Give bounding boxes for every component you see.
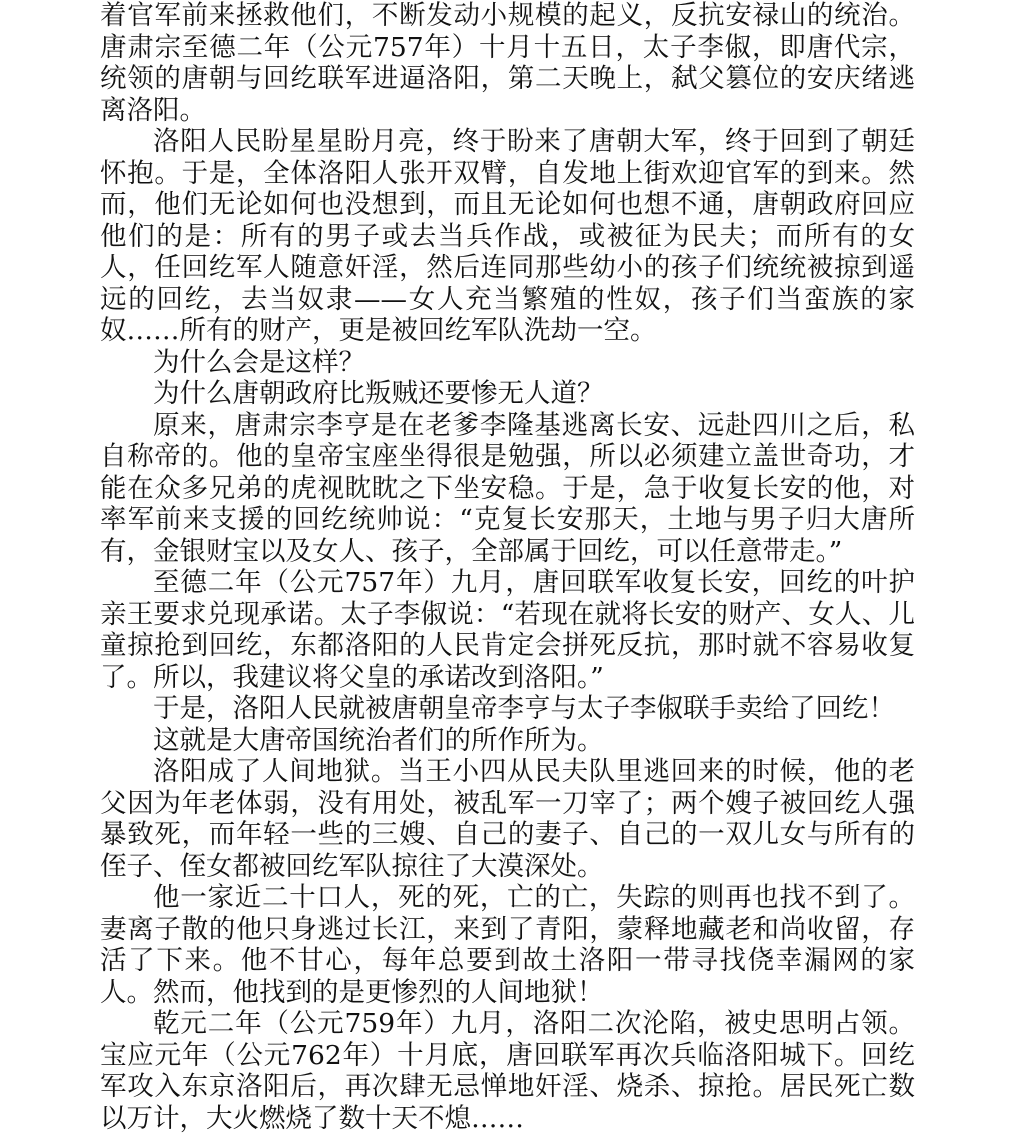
paragraph: 原来，唐肃宗李亨是在老爹李隆基逃离长安、远赴四川之后，私自称帝的。他的皇帝宝座坐得很是勉强，所以必须建立盖世奇功，才能在众多兄弟的虎视眈眈之下坐安稳。于是，急于收复长安的他，对率军前来支援的回纥统帅说：“克复长安那天，土地与男子归大唐所有，金银财宝以及女人、孩子，全部属于回纥，可以任意带走。”	[100, 409, 915, 567]
paragraph: 这就是大唐帝国统治者们的所作所为。	[153, 724, 604, 756]
paragraph: 于是，洛阳人民就被唐朝皇帝李亨与太子李俶联手卖给了回纥！	[153, 693, 895, 724]
paragraph: 为什么会是这样？	[153, 346, 365, 378]
paragraph: 为什么唐朝政府比叛贼还要惨无人道？	[153, 378, 604, 409]
paragraph: 洛阳人民盼星星盼月亮，终于盼来了唐朝大军，终于回到了朝廷怀抱。于是，全体洛阳人张开双臂，自发地上街欢迎官军的到来。然而，他们无论如何也没想到，而且无论如何也想不通，唐朝政府回应他们的是：所有的男子或去当兵作战，或被征为民夫；而所有的女人，任回纥军人随意奸淫，然后连同那些幼小的孩子们统统被掠到遥远的回纥，去当奴隶——女人充当繁殖的性奴，孩子们当蛮族的家奴……所有的财产，更是被回纥军队洗劫一空。	[100, 126, 915, 346]
paragraph: 洛阳成了人间地狱。当王小四从民夫队里逃回来的时候，他的老父因为年老体弱，没有用处，被乱军一刀宰了；两个嫂子被回纥人强暴致死，而年轻一些的三嫂、自己的妻子、自己的一双儿女与所有的侄子、侄女都被回纥军队掠往了大漠深处。	[100, 756, 915, 882]
paragraph: 他一家近二十口人，死的死，亡的亡，失踪的则再也找不到了。妻离子散的他只身逃过长江，来到了青阳，蒙释地藏老和尚收留，存活了下来。他不甘心，每年总要到故土洛阳一带寻找侥幸漏网的家人。然而，他找到的是更惨烈的人间地狱！	[100, 882, 915, 1008]
paragraph: 乾元二年（公元759年）九月，洛阳二次沦陷，被史思明占领。宝应元年（公元762年）十月底，唐回联军再次兵临洛阳城下。回纥军攻入东京洛阳后，再次肆无忌惮地奸淫、烧杀、掠抢。居民死亡数以万计，大火燃烧了数十天不熄……	[100, 1008, 915, 1134]
document-page	[100, 0, 915, 1134]
paragraph: 着官军前来拯救他们，不断发动小规模的起义，反抗安禄山的统治。唐肃宗至德二年（公元757年）十月十五日，太子李俶，即唐代宗，统领的唐朝与回纥联军进逼洛阳，第二天晚上，弑父篡位的安庆绪逃离洛阳。	[100, 0, 915, 126]
paragraph: 至德二年（公元757年）九月，唐回联军收复长安，回纥的叶护亲王要求兑现承诺。太子李俶说：“若现在就将长安的财产、女人、儿童掠抢到回纥，东都洛阳的人民肯定会拼死反抗，那时就不容易收复了。所以，我建议将父皇的承诺改到洛阳。”	[100, 567, 915, 693]
